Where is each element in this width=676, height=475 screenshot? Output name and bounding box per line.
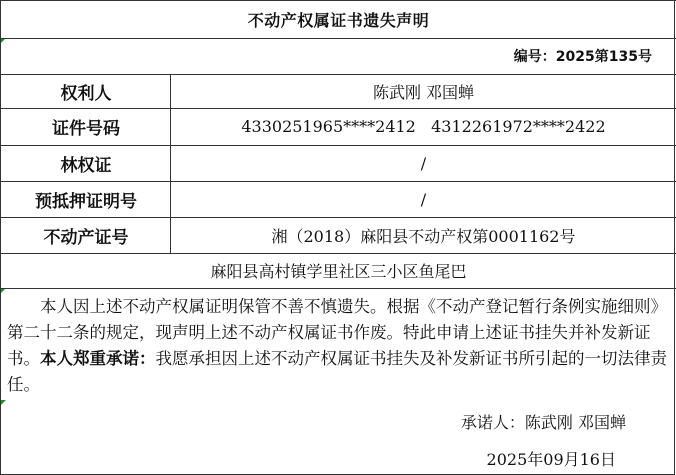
table-row [0, 217, 675, 253]
row-label: 证件号码 [52, 119, 120, 139]
row-value: 陈武刚 邓国蝉 [372, 82, 475, 102]
corner-marker [1, 400, 6, 405]
statement-commitment: 我愿承担因上述不动产权属证书挂失及补发新证书所引起的一切法律责任。 [7, 349, 667, 394]
row-value: 4330251965****2412 4312261972****2422 [241, 117, 606, 136]
table-row [0, 181, 675, 217]
document-number: 编号：2025第135号 [513, 49, 652, 65]
number-row [0, 38, 675, 74]
title-row [0, 0, 675, 38]
row-label: 林权证 [60, 155, 112, 176]
statement-block [0, 288, 675, 475]
property-address: 麻阳县高村镇学里社区三小区鱼尾巴 [210, 262, 467, 281]
column-divider [170, 74, 171, 253]
statement-body: 本人因上述不动产权属证明保管不善不慎遗失。根据《不动产登记暂行条例实施细则》第二十二条的规定，现声明上述不动产权属证书作废。特此申请上述证书挂失并补发新证书。 [7, 297, 667, 368]
address-row [0, 253, 675, 288]
row-value: / [420, 189, 427, 209]
page-title: 不动产权属证书遗失声明 [247, 10, 430, 30]
row-value: 湘（2018）麻阳县不动产权第0001162号 [271, 226, 576, 246]
statement-date: 2025年09月16日 [486, 449, 616, 469]
signature: 承诺人：陈武刚 邓国蝉 [460, 412, 626, 432]
row-label: 不动产证号 [43, 227, 129, 248]
row-label: 预抵押证明号 [35, 191, 137, 212]
row-label: 权利人 [60, 83, 112, 104]
table-row [0, 74, 675, 108]
statement-commitment-label: 本人郑重承诺： [40, 349, 156, 368]
row-value: / [420, 153, 427, 173]
table-row [0, 145, 675, 181]
table-row [0, 108, 675, 145]
statement-text [7, 294, 669, 398]
